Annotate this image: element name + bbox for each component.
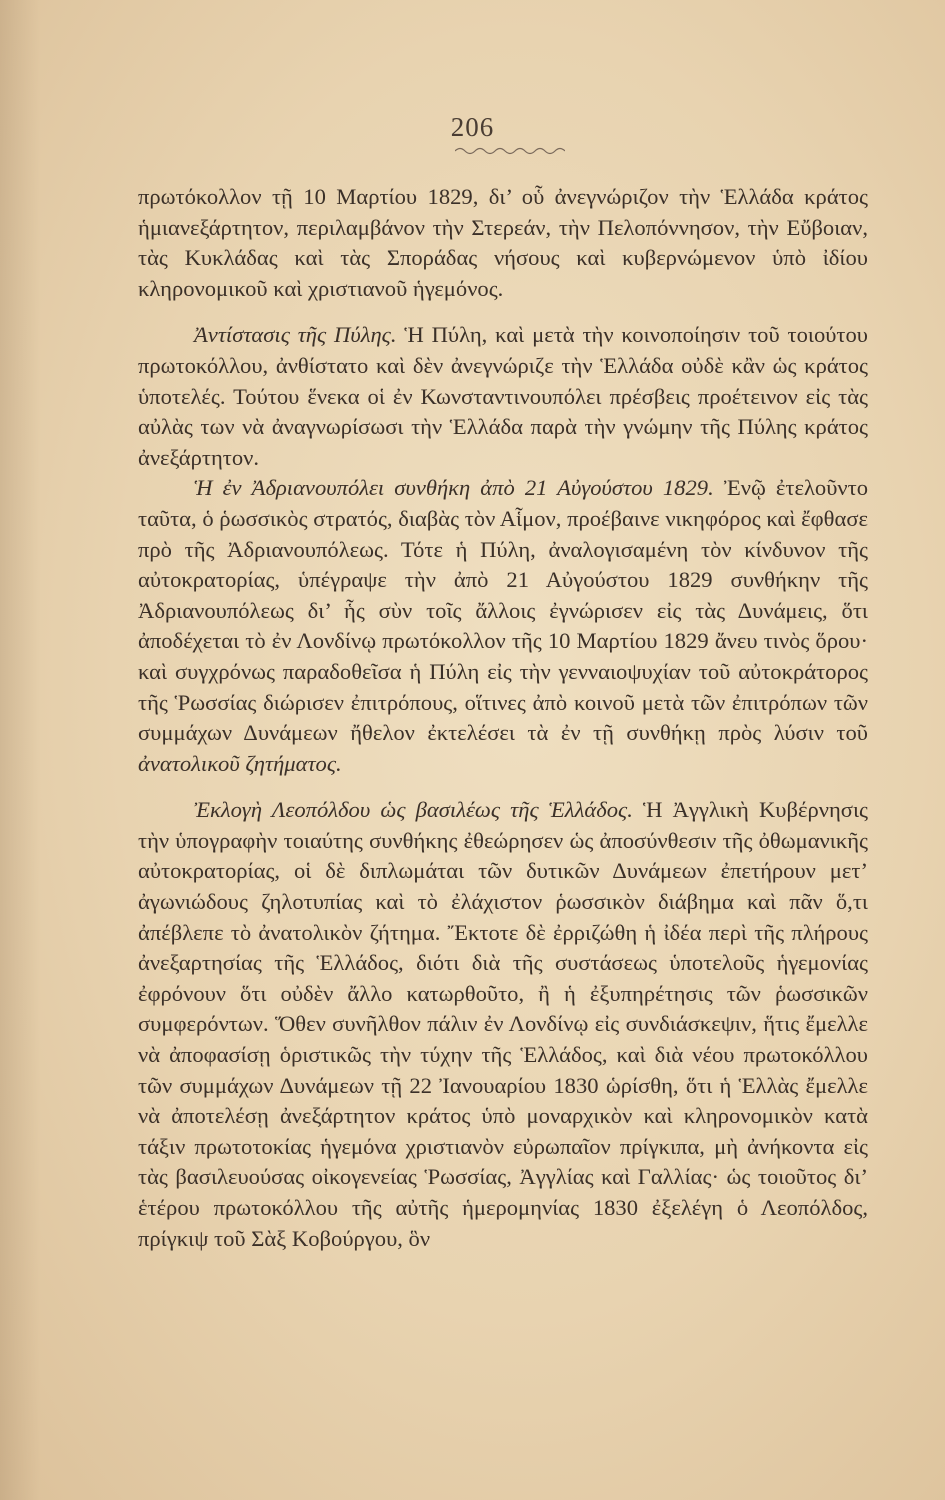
wavy-ornament-icon xyxy=(455,146,565,156)
italic-heading-text: Ἐκλογὴ Λεοπόλδου ὡς βασιλέως τῆς Ἑλλάδος. xyxy=(194,797,633,823)
paragraph-gap xyxy=(138,779,868,795)
paragraph xyxy=(138,473,868,779)
body-text-run: πρωτόκολλον τῇ 10 Μαρτίου 1829, δι’ οὗ ἀνεγνώριζον τὴν Ἑλλάδα κράτος ἡμιανεξάρτητον, περιλαμβάνον τὴν Στερεάν, τὴν Πελοπόννησον, τὴν Εὔβοιαν, τὰς Κυκλάδας καὶ τὰς Σποράδας νήσους καὶ κυβερνώμενον ὑπὸ ἰδίου κληρονομικοῦ καὶ χριστιανοῦ ἡγεμόνος. xyxy=(138,184,868,301)
italic-heading-text: Ἡ ἐν Ἀδριανουπόλει συνθήκη ἀπὸ 21 Αὐγούστου 1829. xyxy=(194,475,714,501)
italic-heading-text: Ἀντίστασις τῆς Πύλης. xyxy=(194,322,397,348)
paragraph xyxy=(138,182,868,304)
body-text-run: Ἡ Ἀγγλικὴ Κυβέρνησις τὴν ὑπογραφὴν τοιαύτης συνθήκης ἐθεώρησεν ὡς ἀποσύνθεσιν τῆς ὀθωμανικῆς αὐτοκρατορίας, οἱ δὲ διπλωμάται τῶν δυτικῶν Δυνάμεων ἐπετήρουν μετ’ ἀγωνιώδους ζηλοτυπίας καὶ τὸ ἐλάχιστον ῥωσσικὸν διάβημα καὶ πᾶν ὅ,τι ἀπέβλεπε τὸ ἀνατολικὸν ζήτημα. Ἔκτοτε δὲ ἐρριζώθη ἡ ἰδέα περὶ τῆς πλήρους ἀνεξαρτησίας τῆς Ἑλλάδος, διότι διὰ τῆς συστάσεως ὑποτελοῦς ἡγεμονίας ἐφρόνουν ὅτι οὐδὲν ἄλλο κατωρθοῦτο, ἢ ἡ ἐξυπηρέτησις τῶν ῥωσσικῶν συμφερόντων. Ὅθεν συνῆλθον πάλιν ἐν Λονδίνῳ εἰς συνδιάσκεψιν, ἥτις ἔμελλε νὰ ἀποφασίσῃ ὁριστικῶς τὴν τύχην τῆς Ἑλλάδος, καὶ διὰ νέου πρωτοκόλλου τῶν συμμάχων Δυνάμεων τῇ 22 Ἰανουαρίου 1830 ὡρίσθη, ὅτι ἡ Ἑλλὰς ἔμελλε νὰ ἀποτελέσῃ ἀνεξάρτητον κράτος ὑπὸ μοναρχικὸν καὶ κληρονομικὸν κατὰ τάξιν πρωτοτοκίας ἡγεμόνα χριστιανὸν εὐρωπαῖον πρίγκιπα, μὴ ἀνήκοντα εἰς τὰς βασιλευούσας οἰκογενείας Ῥωσσίας, Ἀγγλίας καὶ Γαλλίας· ὡς τοιοῦτος δι’ ἑτέρου πρωτοκόλλου τῆς αὐτῆς ἡμερομηνίας 1830 ἐξελέγη ὁ Λεοπόλδος, πρίγκιψ τοῦ Σὰξ Κοβούργου, ὃν xyxy=(138,797,868,1251)
paragraph xyxy=(138,320,868,473)
italic-heading-text: ἀνατολικοῦ ζητήματος. xyxy=(138,750,342,776)
body-text xyxy=(138,182,868,1254)
page-number: 206 xyxy=(450,112,495,142)
page-edge-shadow xyxy=(0,0,40,1500)
body-text-run: Ἐνῷ ἐτελοῦντο ταῦτα, ὁ ῥωσσικὸς στρατός, διαβὰς τὸν Αἷμον, προέβαινε νικηφόρος καὶ ἔφθασε πρὸ τῆς Ἀδριανουπόλεως. Τότε ἡ Πύλη, ἀναλογισαμένη τὸν κίνδυνον τῆς αὐτοκρατορίας, ὑπέγραψε τὴν ἀπὸ 21 Αὐγούστου 1829 συνθήκην τῆς Ἀδριανουπόλεως δι’ ἧς σὺν τοῖς ἄλλοις ἐγνώρισεν εἰς τὰς Δυνάμεις, ὅτι ἀποδέχεται τὸ ἐν Λονδίνῳ πρωτόκολλον τῆς 10 Μαρτίου 1829 ἄνευ τινὸς ὅρου· καὶ συγχρόνως παραδοθεῖσα ἡ Πύλη εἰς τὴν γενναιοψυχίαν τοῦ αὐτοκράτορος τῆς Ῥωσσίας διώρισεν ἐπιτρόπους, οἵτινες ἀπὸ κοινοῦ μετὰ τῶν ἐπιτρόπων τῶν συμμάχων Δυνάμεων ἤθελον ἐκτελέσει τὰ ἐν τῇ συνθήκῃ πρὸς λύσιν τοῦ xyxy=(138,475,869,746)
paragraph-gap xyxy=(138,304,868,320)
body-text-run: Ἡ Πύλη, καὶ μετὰ τὴν κοινοποίησιν τοῦ τοιούτου πρωτοκόλλου, ἀνθίστατο καὶ δὲν ἀνεγνώριζε τὴν Ἑλλάδα οὐδὲ κἂν ὡς κράτος ὑποτελές. Τούτου ἕνεκα οἱ ἐν Κωνσταντινουπόλει πρέσβεις προέτεινον εἰς τὰς αὐλὰς των νὰ ἀναγνωρίσωσι τὴν Ἑλλάδα παρὰ τὴν γνώμην τῆς Πύλης κράτος ἀνεξάρτητον. xyxy=(138,322,868,470)
paragraph xyxy=(138,795,868,1254)
